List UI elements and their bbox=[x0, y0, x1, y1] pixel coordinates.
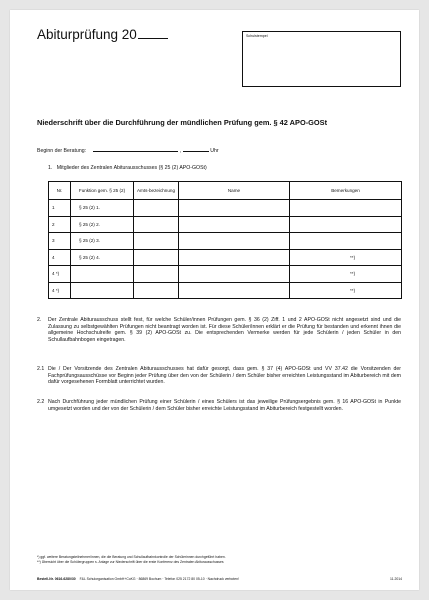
cell-funktion: § 25 (2) 3. bbox=[71, 233, 134, 250]
cell-bemerkungen[interactable] bbox=[290, 200, 402, 217]
cell-name[interactable] bbox=[179, 200, 290, 217]
cell-nr: 4 *) bbox=[49, 282, 71, 299]
cell-funktion[interactable] bbox=[71, 282, 134, 299]
section-2-1-number: 2.1 bbox=[37, 366, 45, 372]
cell-name[interactable] bbox=[179, 233, 290, 250]
section-1-text: Mitglieder des Zentralen Abiturausschusses (§ 25 (2) APO-GOSt) bbox=[56, 165, 207, 171]
cell-amtsbezeichnung[interactable] bbox=[134, 249, 179, 266]
section-2-number: 2. bbox=[37, 317, 42, 323]
table-row bbox=[49, 216, 402, 233]
cell-amtsbezeichnung[interactable] bbox=[134, 266, 179, 283]
start-unit: Uhr bbox=[210, 148, 219, 154]
table-row bbox=[49, 233, 402, 250]
start-separator: , bbox=[179, 148, 182, 154]
header-nr: Nr. bbox=[49, 182, 71, 200]
cell-funktion: § 25 (2) 1. bbox=[71, 200, 134, 217]
table-row bbox=[49, 282, 402, 299]
cell-nr: 2 bbox=[49, 216, 71, 233]
section-1-heading bbox=[48, 165, 207, 171]
header-funktion: Funktion gem. § 25 (2) bbox=[71, 182, 134, 200]
stamp-label: Schulstempel bbox=[246, 34, 268, 38]
cell-funktion[interactable] bbox=[71, 266, 134, 283]
section-2-1-text: Die / Der Vorsitzende des Zentralen Abiturausschusses hat dafür gesorgt, dass gem. § 37 (4) APO-GOSt und VV 37.42 die Vorsitzenden der Fachprüfungsausschüsse vor Beginn jeder Prüfung über den von der Schülerin / dem Schüler bisher erreichten Leistungsstand im Abiturbereich mit dem dafür vorgesehenen Formblatt unterrichtet wurden. bbox=[48, 366, 401, 386]
cell-bemerkungen[interactable] bbox=[290, 216, 402, 233]
cell-name[interactable] bbox=[179, 216, 290, 233]
start-line bbox=[37, 146, 219, 154]
table-row bbox=[49, 200, 402, 217]
cell-bemerkungen[interactable]: **) bbox=[290, 266, 402, 283]
footnote-1: *) ggf. weitere Beratungsteilnehmer/innen, die die Beratung und Schullaufbahnkontrolle der Schülerinnen durchgeführt haben. bbox=[37, 555, 226, 559]
title-text: Abiturprüfung 20 bbox=[37, 27, 137, 42]
cell-nr: 4 *) bbox=[49, 266, 71, 283]
cell-bemerkungen[interactable]: **) bbox=[290, 249, 402, 266]
document-page bbox=[10, 10, 419, 590]
document-heading: Niederschrift über die Durchführung der mündlichen Prüfung gem. § 42 APO-GOSt bbox=[37, 118, 328, 127]
table-row bbox=[49, 249, 402, 266]
cell-amtsbezeichnung[interactable] bbox=[134, 233, 179, 250]
cell-nr: 3 bbox=[49, 233, 71, 250]
start-time-blank[interactable] bbox=[183, 146, 209, 152]
start-date-blank[interactable] bbox=[93, 146, 178, 152]
year-blank[interactable] bbox=[138, 27, 168, 39]
cell-name[interactable] bbox=[179, 266, 290, 283]
cell-funktion: § 25 (2) 2. bbox=[71, 216, 134, 233]
page-title bbox=[37, 27, 168, 42]
cell-bemerkungen[interactable]: **) bbox=[290, 282, 402, 299]
section-2-2-number: 2.2 bbox=[37, 399, 45, 405]
members-table bbox=[48, 181, 402, 299]
header-bemerkungen: Bemerkungen bbox=[290, 182, 402, 200]
section-2-2-text: Nach Durchführung jeder mündlichen Prüfung einer Schülerin / eines Schülers ist das jeweilige Prüfungsergebnis gem. § 16 APO-GOSt in Punkte umgesetzt worden und der von der Schülerin / dem Schüler bisher erreichte Leistungsstand im Abiturbereich festgestellt worden. bbox=[48, 399, 401, 412]
cell-amtsbezeichnung[interactable] bbox=[134, 200, 179, 217]
header-name: Name bbox=[179, 182, 290, 200]
cell-nr: 1 bbox=[49, 200, 71, 217]
table-row bbox=[49, 266, 402, 283]
section-1-number: 1. bbox=[48, 165, 53, 171]
cell-name[interactable] bbox=[179, 282, 290, 299]
cell-bemerkungen[interactable] bbox=[290, 233, 402, 250]
cell-amtsbezeichnung[interactable] bbox=[134, 216, 179, 233]
cell-name[interactable] bbox=[179, 249, 290, 266]
cell-nr: 4 bbox=[49, 249, 71, 266]
footnote-2: **) Übersicht über die Schülergruppen s. Anlage zur Niederschrift über die erste Konferenz des Zentralen Abiturausschusses bbox=[37, 559, 224, 564]
footnotes bbox=[37, 555, 367, 564]
start-label: Beginn der Beratung: bbox=[37, 148, 87, 154]
cell-funktion: § 25 (2) 4. bbox=[71, 249, 134, 266]
page-footer bbox=[37, 577, 402, 581]
publisher-info: F&L Schulorganisation GmbH+CoKG · 86869 Bochum · Telefon 025 2172 80 05-10 · Nachdruck verboten! bbox=[79, 577, 239, 581]
section-2-text: Der Zentrale Abiturausschuss stellt fest, für welche Schüler/innen Prüfungen gem. § 36 (2) Ziff. 1 und 2 APO-GOSt nicht angesetzt sind und die Zulassung zu selbstgewählten Prüfungen nicht beantragt worden ist. Für diese Schüler/innen erklärt er die Prüfung für bestanden und erkennt ihnen die allgemeine Hochschulreife gem. § 39 (2) APO-GOSt zu. Die entsprechenden Vermerke werden für jede Schülerin / jeden Schüler in den Schullaufbahnbogen eingetragen. bbox=[48, 317, 401, 344]
table-header-row bbox=[49, 182, 402, 200]
header-amtsbezeichnung: Amts-bezeichnung bbox=[134, 182, 179, 200]
form-date: 11.2014 bbox=[389, 577, 402, 581]
cell-amtsbezeichnung[interactable] bbox=[134, 282, 179, 299]
school-stamp-box bbox=[242, 31, 401, 87]
order-number: Bestell-Nr. 0616-6280/30 bbox=[37, 577, 76, 581]
